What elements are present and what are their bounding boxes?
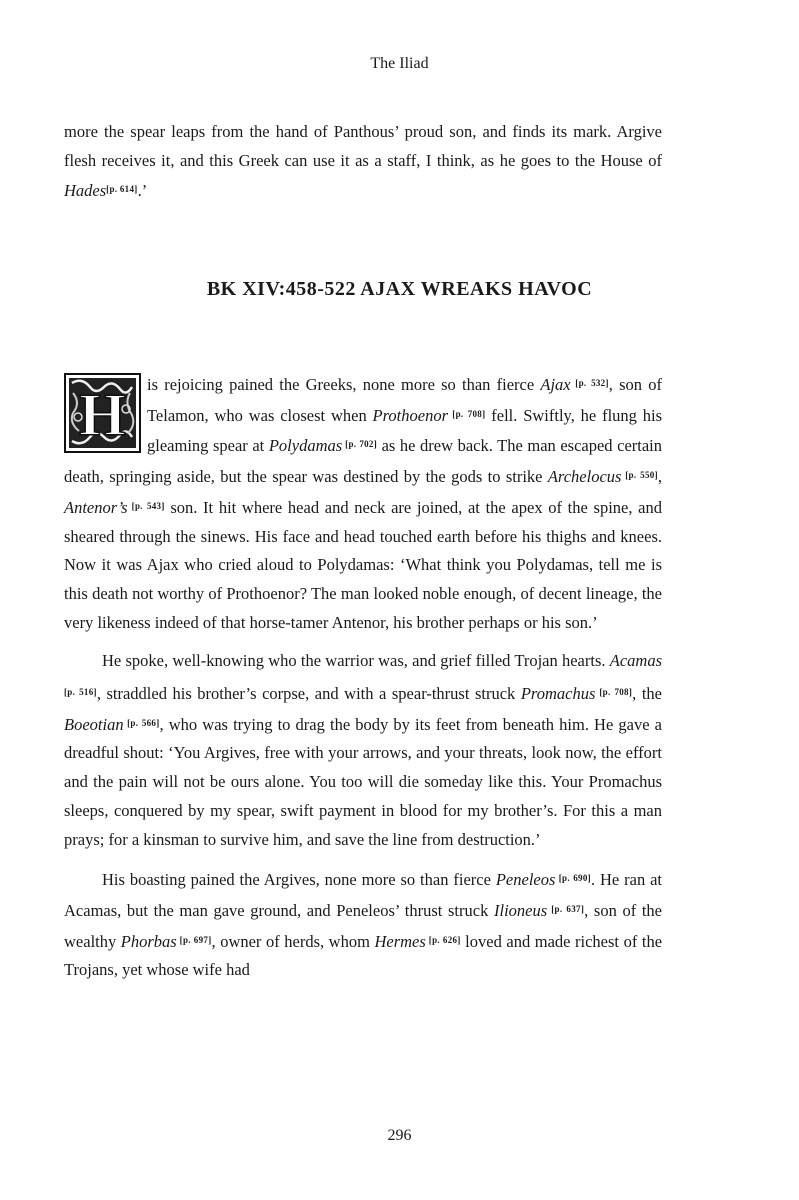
page-ref[interactable]: [p. 532]: [570, 378, 609, 388]
promachus-link[interactable]: Promachus: [520, 684, 596, 704]
page-number: 296: [387, 1127, 412, 1144]
boeotian-link[interactable]: Boeotian: [64, 714, 124, 734]
page-ref[interactable]: [p. 708]: [595, 687, 633, 698]
chapter-body: [64, 369, 662, 985]
page-ref[interactable]: [p. 626]: [425, 934, 461, 945]
polydamas-link[interactable]: Polydamas: [268, 436, 343, 456]
antenors-link[interactable]: Antenor’s: [64, 497, 128, 517]
hermes-link[interactable]: Hermes: [374, 931, 426, 951]
phorbas-link[interactable]: Phorbas: [120, 931, 177, 951]
running-head: The Iliad: [370, 55, 429, 72]
page-ref[interactable]: [p. 614]: [106, 184, 138, 195]
paragraph-1: H is rejoicing pained the Greeks, none more so than fierce Ajax [p. 532], son of Telamon, who was closest when Prothoenor [p. 708] fell. Swiftly, he flung his gleaming spear at Polydamas [p. 702] as he drew back. The man escaped certain death, springing aside, but the spear was destined by the gods to strike Archelocus [p. 550], Antenor’s [p. 543] son. It hit where head and neck are joined, at the apex of the spine, and sheared through the sinews. His face and head touched earth before his thighs and knees. Now it was Ajax who cried aloud to Polydamas: ‘What think you Polydamas, tell me is this death not worthy of Prothoenor? The man looked noble enough, of decent lineage, the very likeness indeed of that horse-tamer Antenor, his brother perhaps or his son.’: [64, 375, 663, 632]
page-ref[interactable]: [p. 690]: [555, 873, 591, 884]
page-ref[interactable]: [p. 550]: [621, 470, 658, 481]
ajax-link[interactable]: Ajax: [540, 375, 571, 394]
hades-link[interactable]: Hades: [64, 181, 107, 201]
archelocus-link[interactable]: Archelocus: [547, 467, 622, 487]
peneleos-link[interactable]: Peneleos: [495, 870, 556, 890]
page-ref[interactable]: [p. 637]: [547, 903, 585, 914]
page-ref[interactable]: [p. 702]: [342, 439, 378, 450]
ilioneus-link[interactable]: Ilioneus: [493, 900, 548, 920]
page-ref[interactable]: [p. 566]: [123, 717, 160, 728]
acamas-link[interactable]: Acamas: [609, 651, 662, 671]
page-ref[interactable]: [p. 708]: [448, 408, 486, 419]
paragraph-3: His boasting pained the Argives, none more so than fierce Peneleos [p. 690]. He ran at Acamas, but the man gave ground, and Peneleos’ thrust struck Ilioneus [p. 637], son of the wealthy Phorbas [p. 697], owner of herds, whom Hermes [p. 626] loved and made richest of the Trojans, yet whose wife had: [64, 870, 663, 980]
page-ref[interactable]: [p. 516]: [64, 687, 97, 698]
page-ref[interactable]: [p. 697]: [176, 934, 212, 945]
svg-text:H: H: [79, 382, 126, 448]
paragraph-2: He spoke, well-knowing who the warrior was, and grief filled Trojan hearts. Acamas [p. 516], straddled his brother’s corpse, and with a spear-thrust struck Promachus [p. 708], the Boeotian [p. 566], who was trying to drag the body by its feet from beneath him. He gave a dreadful shout: ‘You Argives, free with your arrows, and your threats, look now, the effort and the pain will not be ours alone. You too will die someday like this. Your Promachus sleeps, conquered by my spear, swift payment in blood for my brother’s. For this a man prays; for a kinsman to survive him, and save the line from destruction.’: [64, 651, 662, 849]
dropcap-h-icon: [64, 373, 141, 453]
prothoenor-link[interactable]: Prothoenor: [372, 405, 449, 425]
page-ref[interactable]: [p. 543]: [127, 500, 165, 511]
continuation-paragraph: more the spear leaps from the hand of Panthous’ proud son, and finds its mark. Argive flesh receives it, and this Greek can use it as a staff, I think, as he goes to the House of Hades[p. 614].’: [64, 122, 662, 201]
chapter-heading: BK XIV:458-522 AJAX WREAKS HAVOC: [206, 278, 593, 300]
